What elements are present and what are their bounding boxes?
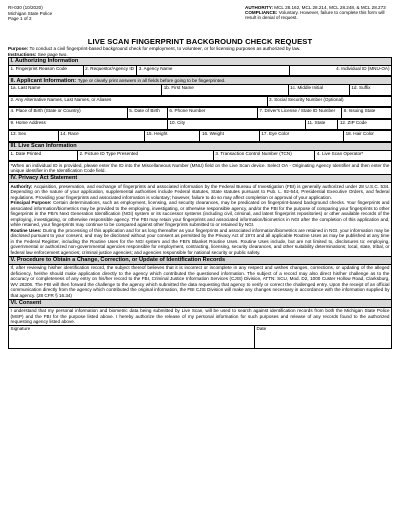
purpose-text: To conduct a civil fingerprint-based background check for employment, to volunteer, or for licensing purposes as authorized by law. — [29, 46, 301, 51]
livescan-note: *When an individual ID is provided, please enter the ID into the Miscellaneous Number (MNU) field on the Live Scan device. Select OA - Originating Agency Identifier and then enter the unique identifier in the Identification Code field. — [8, 161, 392, 174]
signature-field[interactable]: Signature — [10, 326, 31, 332]
routine-uses-text: During the processing of this application and for as long thereafter as your fingerprints and associated information/biometrics are retained in NGI, your information may be disclosed pursuant to your consent, and may be disclosed without your consent as permitted by the Privacy Act of 1974 and all applicable Routine Uses as may be published at any time in the Federal Register, including the Routine Uses for the NGI system and the FBI's Blanket Routine Uses. Routine Uses include, but are not limited to, disclosures to: employing, governmental or authorized non-governmental agencies responsible for employment, contracting, licensing, security clearances, and other suitability determinations; local, state, tribal, or federal law enforcement agencies; criminal justice agencies; and agencies responsible for national security or public safety. — [10, 227, 390, 255]
applicant-table-row1 — [8, 84, 392, 96]
form-id-block — [8, 5, 52, 22]
purpose-label: Purpose: — [8, 46, 29, 51]
routine-uses-paragraph — [11, 228, 390, 256]
picture-id-field[interactable]: 2. Picture ID Type Presented — [77, 150, 213, 161]
compliance-line — [245, 10, 392, 20]
form-header — [8, 5, 392, 37]
purpose-paragraph-label: Principal Purpose: — [10, 200, 52, 206]
authority-label: AUTHORITY: — [245, 5, 273, 10]
instructions-label: Instructions: — [8, 51, 37, 57]
birth-date-field[interactable]: 5. Date of Birth — [127, 108, 167, 119]
applicant-table-row4 — [8, 119, 392, 131]
page-number: Page 1 of 2 — [8, 16, 32, 22]
birth-place-field[interactable]: 4. Place of Birth (State or Country) — [9, 108, 128, 119]
form-title: LIVE SCAN FINGERPRINT BACKGROUND CHECK REQUEST — [87, 37, 313, 46]
eye-color-field[interactable]: 17. Eye Color — [259, 131, 343, 142]
authority-paragraph-text: Acquisition, preservation, and exchange of fingerprints and associated information by the Federal Bureau of Investigation (FBI) is generally authorized under 28 U.S.C. 534. Depending on the nature of your application, supplemental authorities include Federal statutes, State statutes pursuant to Pub. L. 92-544, Presidential Executive Orders, and federal regulations. Providing your fingerprints and associated information is voluntary; however, failure to do so may affect completion or approval of your application. — [10, 183, 390, 200]
state-field[interactable]: 11. State — [305, 119, 338, 130]
applicant-table-row5 — [8, 130, 392, 142]
purpose-paragraph — [11, 200, 390, 228]
agency-id-field[interactable]: 2. Requestor/Agency ID — [83, 66, 137, 76]
routine-uses-label: Routine Uses: — [10, 227, 42, 233]
suffix-field[interactable]: 1d. Suffix — [349, 85, 391, 96]
signature-row — [8, 325, 392, 349]
agency-name-field[interactable]: 3. Agency Name — [137, 66, 290, 76]
first-name-field[interactable]: 1b. First Name — [162, 85, 288, 96]
city-field[interactable]: 10. City — [167, 119, 305, 130]
middle-initial-field[interactable]: 1c. Middle Initial — [288, 85, 349, 96]
date-field[interactable]: Date — [254, 326, 266, 348]
compliance-text: Voluntary. However, failure to complete this form will result in denial of request. — [245, 10, 385, 21]
sex-field[interactable]: 13. Sex — [9, 131, 59, 142]
weight-field[interactable]: 16. Weight — [200, 131, 259, 142]
last-name-field[interactable]: 1a. Last Name — [9, 85, 162, 96]
instructions-text: See page two. — [37, 51, 68, 57]
reason-code-field[interactable]: 1. Fingerprint Reason Code — [9, 66, 84, 76]
issuing-state-field[interactable]: 8. Issuing State — [342, 108, 392, 119]
individual-id-field[interactable]: 4. Individual ID (MNU-OA) — [290, 66, 392, 76]
section-authorizing-title: I. Authorizing Information — [8, 57, 392, 65]
section-consent-title: VI. Consent — [8, 299, 392, 307]
privacy-text — [8, 182, 392, 256]
purpose-paragraph-text: Certain determinations, such as employment, licensing, and security clearances, may be predicated on fingerprint-based background checks. Your fingerprints and associated information/biometrics may be provided to the employing, investigating, or otherwise responsible agency, and/or the FBI for the purpose of comparing your fingerprints to other fingerprints in the FBI's Next Generation Identification (NGI) system or its successor systems (including civil, criminal, and latent fingerprint repositories) or other available records of the employing, investigating, or otherwise responsible agency. The FBI may retain your fingerprints and associated information/biometrics in NGI after the completion of this application and, while retained, your fingerprints may continue to be compared against other fingerprints submitted to or retained by NGI. — [10, 200, 390, 228]
livescan-table — [8, 150, 392, 162]
alias-field[interactable]: 2. Any Alternative Names, Last Names, or Aliases — [9, 96, 268, 107]
agency-name: Michigan State Police — [8, 10, 53, 16]
authority-paragraph-label: Authority: — [10, 183, 33, 189]
form-page — [8, 0, 392, 349]
procedure-text: If, after reviewing his/her identification record, the subject thereof believes that it is incorrect or incomplete in any respect and wishes changes, corrections, or updating of the alleged deficiency, he/she should make application directly to the agency which contributed the questioned information. The subject of a record may also direct his/her challenge as to the accuracy or completeness of any entry on his/her record to the FBI, Criminal Justice Information Services (CJIS) Division, ATTN: SCU, Mod. D2, 1000 Custer Hollow Road, Clarksburg, WV 26306. The FBI will then forward the challenge to the agency which submitted the data requesting that agency to verify or correct the challenged entry. Upon the receipt of an official communication directly from the agency which contributed the original information, the FBI CJIS Division will make any changes necessary in accordance with the information supplied by that agency. (28 CFR § 16.34) — [8, 264, 392, 299]
consent-text: I understand that my personal information and biometric data being submitted by Live Scan, will be used to search against identification records from both the Michigan State Police (MSP) and the FBI for the purpose listed above. I hereby authorize the release of my personal information for such purposes and release of any records found to the authorized requesting agency listed above. — [8, 307, 392, 326]
section-applicant-title — [8, 76, 392, 84]
zip-field[interactable]: 12. ZIP Code — [338, 119, 392, 130]
tcn-field[interactable]: 3. Transaction Control Number (TCN) — [213, 150, 314, 161]
authority-text: MCL 28.162, MCL 28.214, MCL 28.248, & MCL 28.273 — [274, 5, 386, 10]
authority-paragraph — [11, 184, 390, 201]
section-procedure-title: V. Procedure to Obtain a Change, Correction, or Update of Identification Records — [8, 256, 392, 264]
applicant-table-row3 — [8, 107, 392, 119]
applicant-title-text: II. Applicant Information: — [10, 78, 77, 85]
date-printed-field[interactable]: 1. Date Printed — [9, 150, 78, 161]
section-livescan-title: III. Live Scan Information — [8, 142, 392, 150]
license-field[interactable]: 7. Driver's License / State ID Number — [257, 108, 341, 119]
race-field[interactable]: 14. Race — [58, 131, 144, 142]
ssn-field[interactable]: 3. Social Security Number (Optional) — [267, 96, 391, 107]
height-field[interactable]: 15. Height — [144, 131, 200, 142]
form-number: RI-030 (10/2020) — [8, 5, 43, 10]
home-address-field[interactable]: 9. Home Address — [9, 119, 168, 130]
hair-color-field[interactable]: 18. Hair Color — [344, 131, 392, 142]
authorizing-table — [8, 65, 392, 76]
operator-field[interactable]: 4. Live Scan Operator* — [315, 150, 392, 161]
section-privacy-title: IV. Privacy Act Statement — [8, 174, 392, 182]
applicant-table-row2 — [8, 96, 392, 108]
authority-block — [245, 5, 392, 21]
phone-field[interactable]: 6. Phone Number — [167, 108, 257, 119]
applicant-note: Type or clearly print answers in all fields before going to be fingerprinted. — [77, 78, 226, 84]
compliance-label: COMPLIANCE: — [245, 10, 278, 16]
